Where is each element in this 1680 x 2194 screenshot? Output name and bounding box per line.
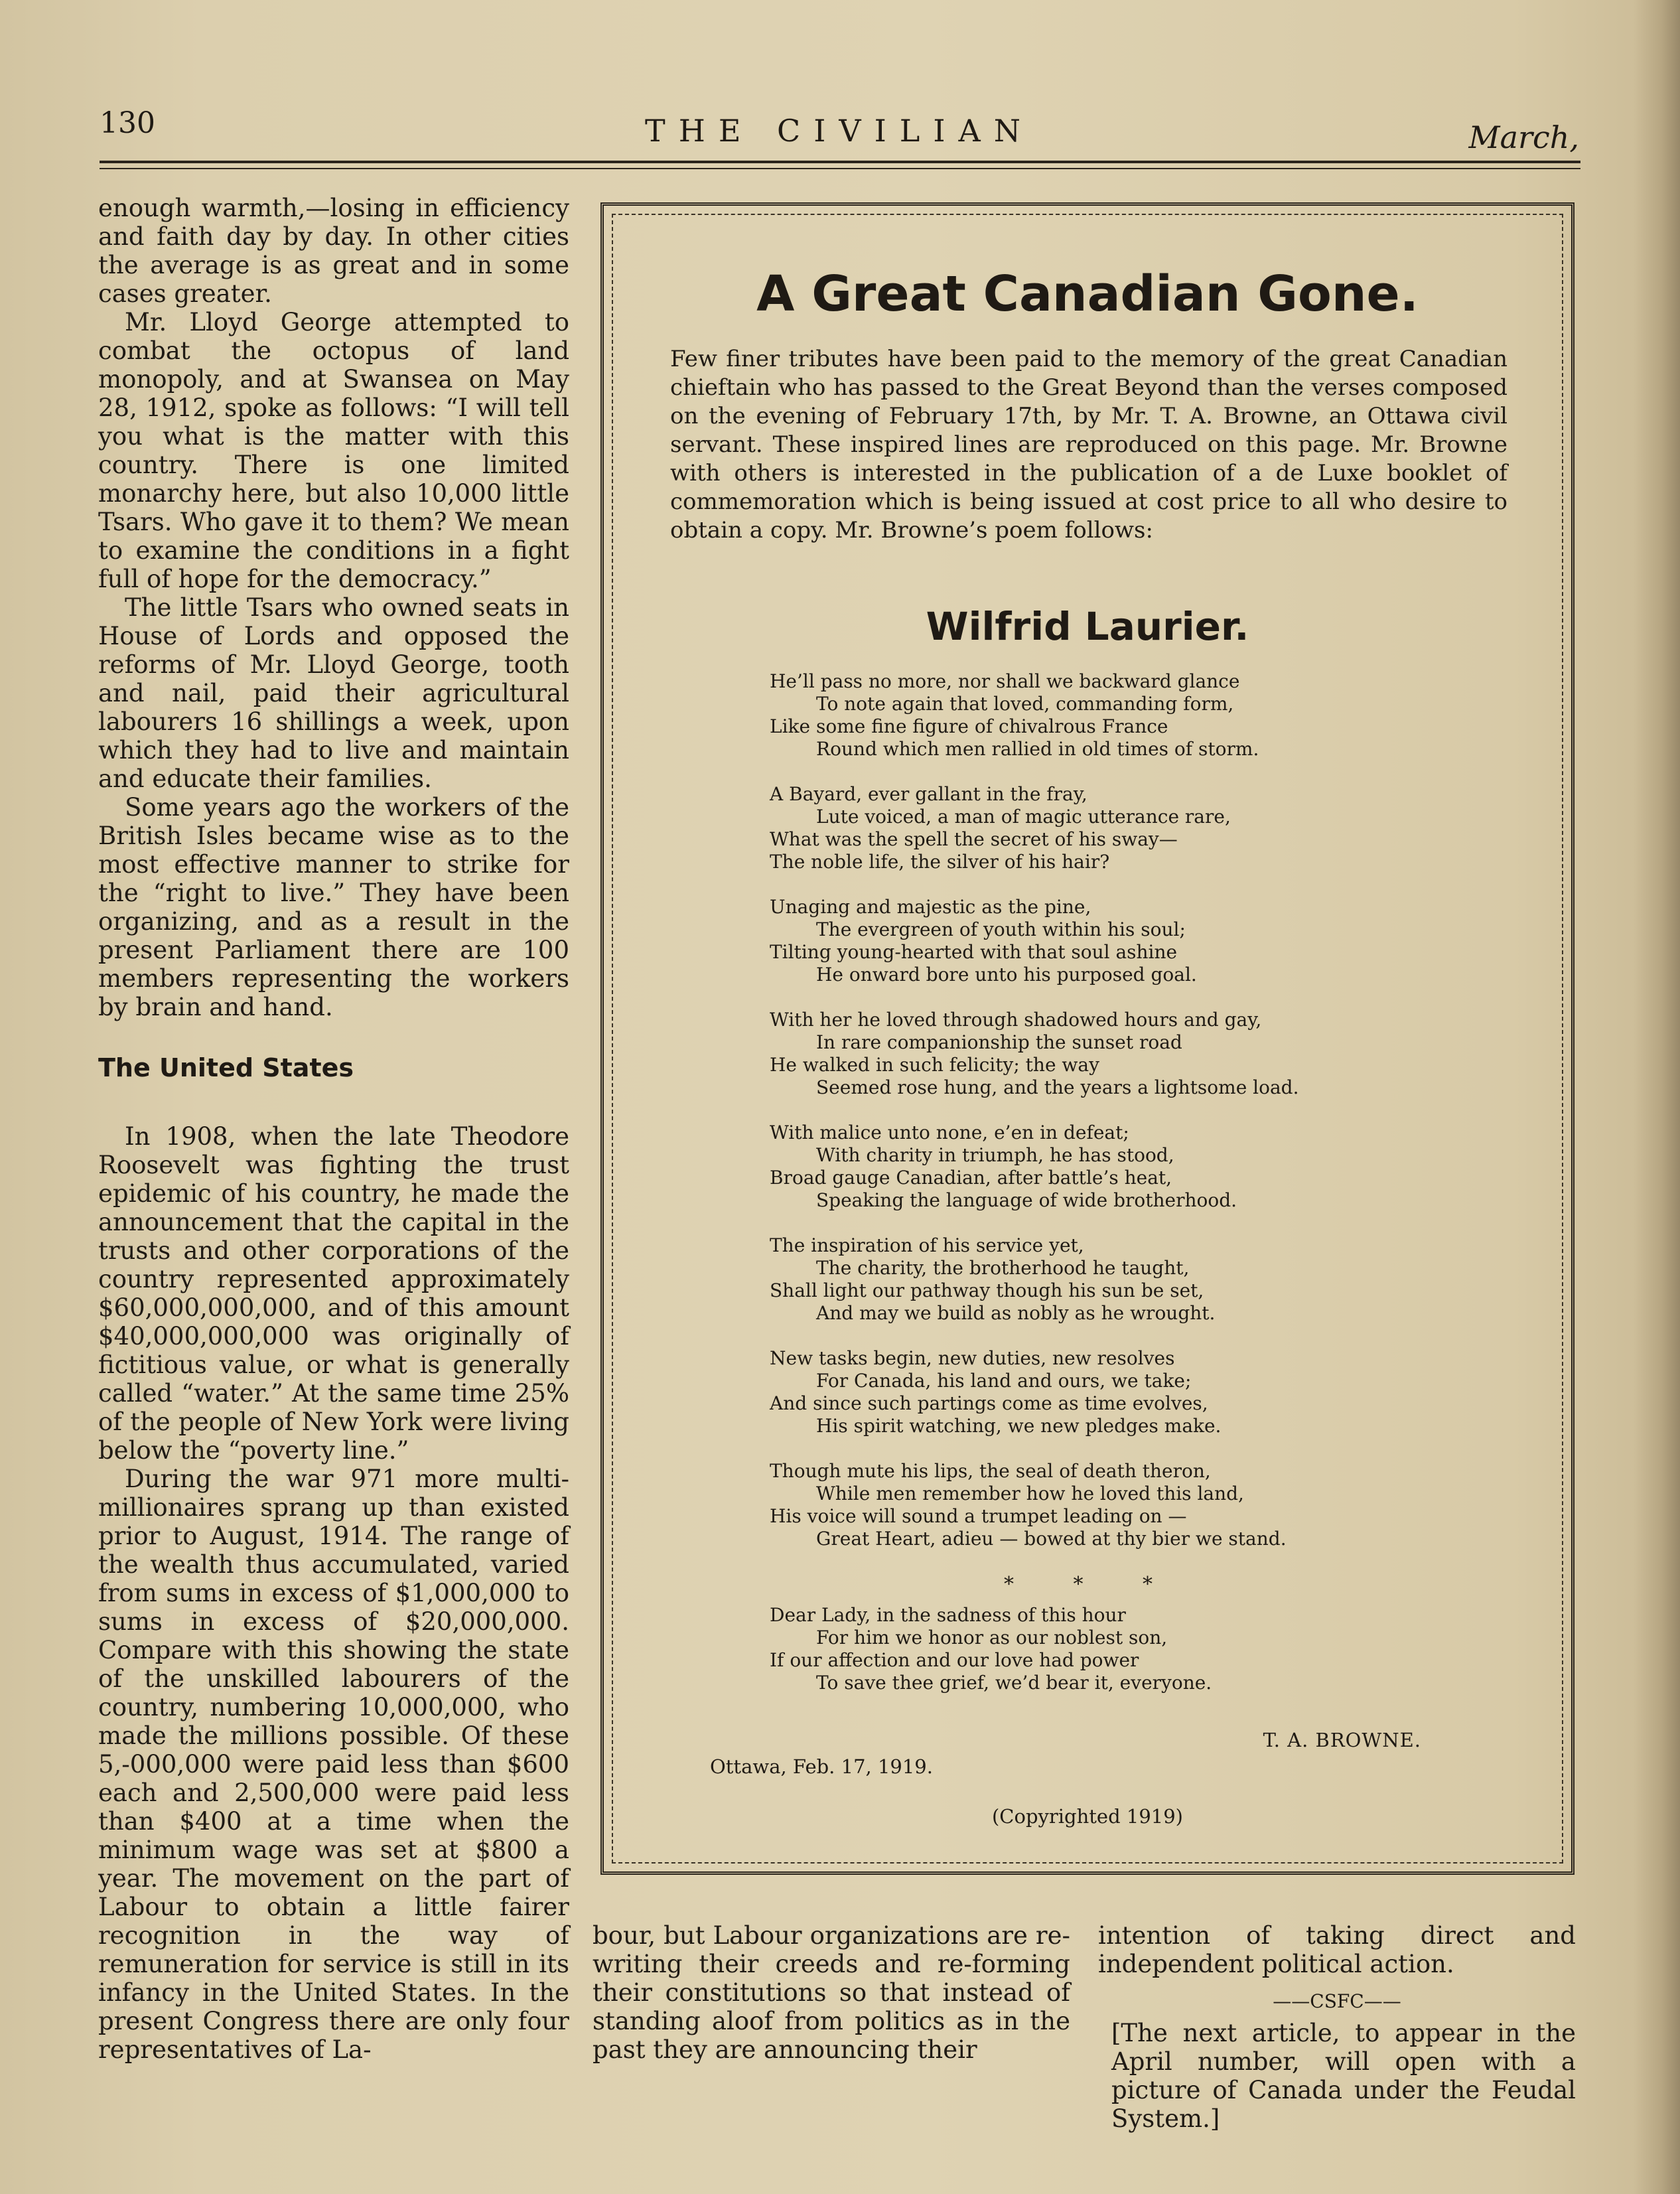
poem-line: Tilting young-hearted with that soul ashine: [770, 941, 1178, 963]
poem-line: Great Heart, adieu — bowed at thy bier we stand.: [816, 1528, 1287, 1550]
poem-line: And since such partings come as time evolves,: [770, 1392, 1208, 1414]
poem-line: The inspiration of his service yet,: [770, 1234, 1084, 1256]
paragraph: Mr. Lloyd George attempted to combat the octopus of land monopoly, and at Swansea on May 28, 1912, spoke as follows: “I will tell you what is the matter with this country. There is one limited monarchy here, but also 10,000 little Tsars. Who gave it to them? We mean to examine the conditions in a fight full of hope for the democracy.”: [98, 308, 569, 593]
poem-line: He’ll pass no more, nor shall we backward glance: [770, 670, 1240, 692]
poem-line: Shall light our pathway though his sun be set,: [770, 1280, 1204, 1301]
paragraph: In 1908, when the late Theodore Roosevelt was fighting the trust epidemic of his country, he made the announcement that the capital in the trusts and other corporations of the country represented approximately $60,000,000,000, and of this amount $40,000,000,000 was originally of fictitious value, or what is generally called “water.” At the same time 25% of the people of New York were living below the “poverty line.”: [98, 1122, 569, 1465]
poem-line: With charity in triumph, he has stood,: [816, 1144, 1174, 1166]
poem-line: He onward bore unto his purposed goal.: [816, 964, 1197, 986]
paragraph: enough warmth,—losing in efficiency and faith day by day. In other cities the average is as great and in some cases greater.: [98, 194, 569, 308]
poem-line: With malice unto none, e’en in defeat;: [770, 1122, 1129, 1143]
poem-line: Broad gauge Canadian, after battle’s heat,: [770, 1167, 1172, 1189]
feature-title: A Great Canadian Gone.: [756, 265, 1419, 323]
paragraph: bour, but Labour organizations are re-writing their creeds and re-forming their constitutions so that instead of standing aloof from politics as in the past they are announcing their: [593, 1921, 1070, 2064]
poem-line: Round which men rallied in old times of storm.: [816, 738, 1259, 760]
feature-intro: Few finer tributes have been paid to the memory of the great Canadian chieftain who has passed to the Great Beyond than the verses composed on the evening of February 17th, by Mr. T. A. Browne, an Ottawa civil servant. These inspired lines are reproduced on this page. Mr. Browne with others is interested in the publication of a de Luxe booklet of commemoration which is being issued at cost price to all who desire to obtain a copy. Mr. Browne’s poem follows:: [670, 346, 1507, 544]
editor-note: [The next article, to appear in the April number, will open with a picture of Canada under the Feudal System.]: [1111, 2019, 1576, 2133]
paragraph: Some years ago the workers of the British Isles became wise as to the most effective manner to strike for the “right to live.” They have been organizing, and as a result in the present Parliament there are 100 members representing the workers by brain and hand.: [98, 793, 569, 1021]
poem-author: T. A. BROWNE.: [1263, 1729, 1421, 1751]
paragraph: intention of taking direct and independent political action.: [1098, 1921, 1576, 1978]
poem-stanza: [770, 896, 1500, 986]
poem-line: Seemed rose hung, and the years a lightsome load.: [816, 1076, 1299, 1098]
poem-line: Lute voiced, a man of magic utterance rare,: [816, 806, 1231, 828]
page-number: 130: [100, 106, 155, 140]
poem-line: His voice will sound a trumpet leading on —: [770, 1505, 1187, 1527]
poem-line: If our affection and our love had power: [770, 1649, 1139, 1671]
poem-stanza: [770, 1009, 1500, 1099]
poem-line: Speaking the language of wide brotherhood.: [816, 1189, 1237, 1211]
middle-column: [593, 1921, 1070, 2064]
poem-stanza: [770, 670, 1500, 761]
right-column: [1098, 1921, 1576, 2133]
poem-stanza: [770, 1122, 1500, 1212]
poem-line: Though mute his lips, the seal of death theron,: [770, 1460, 1211, 1482]
paragraph: During the war 971 more multi-millionaires sprang up than existed prior to August, 1914. The range of the wealth thus accumulated, varied from sums in excess of $1,000,000 to sums in excess of $20,000,000. Compare with this showing the state of the unskilled labourers of the country, numbering 10,000,000, who made the millions possible. Of these 5,-000,000 were paid less than $600 each and 2,500,000 were paid less than $400 at a time when the minimum wage was set at $800 a year. The movement on the part of Labour to obtain a little fairer recognition in the way of remuneration for service is still in its infancy in the United States. In the present Congress there are only four representatives of La-: [98, 1465, 569, 2064]
poem-line: With her he loved through shadowed hours and gay,: [770, 1009, 1262, 1031]
feature-box: [600, 202, 1575, 1875]
poem-line: He walked in such felicity; the way: [770, 1054, 1099, 1076]
poem-stanza: [770, 1234, 1500, 1325]
signature: ——CSFC——: [1273, 1990, 1401, 2012]
header-rule-thick: [100, 161, 1580, 163]
paragraph: The little Tsars who owned seats in House of Lords and opposed the reforms of Mr. Lloyd George, tooth and nail, paid their agricultural labourers 16 shillings a week, upon which they had to live and maintain and educate their families.: [98, 593, 569, 793]
poem-line: Unaging and majestic as the pine,: [770, 896, 1091, 918]
section-heading: The United States: [98, 1053, 354, 1082]
poem-line: For him we honor as our noblest son,: [816, 1627, 1168, 1648]
copyright-notice: (Copyrighted 1919): [991, 1805, 1183, 1828]
poem-line: A Bayard, ever gallant in the fray,: [770, 783, 1087, 805]
poem-line: While men remember how he loved this land,: [816, 1483, 1244, 1504]
poem-line: Like some fine figure of chivalrous France: [770, 715, 1168, 737]
page-header: [100, 100, 1579, 159]
poem-line: To save thee grief, we’d bear it, everyone.: [816, 1672, 1212, 1694]
poem-stanza: [770, 1347, 1500, 1437]
poem-line: The charity, the brotherhood he taught,: [816, 1257, 1190, 1279]
poem-line: The noble life, the silver of his hair?: [770, 851, 1110, 873]
poem-line: To note again that loved, commanding form,: [816, 693, 1234, 715]
poem-line: Dear Lady, in the sadness of this hour: [770, 1604, 1126, 1626]
poem-line: What was the spell the secret of his sway—: [770, 828, 1178, 850]
poem-line: The evergreen of youth within his soul;: [816, 918, 1186, 940]
poem-line: His spirit watching, we new pledges make.: [816, 1415, 1222, 1437]
poem-stanza: [770, 783, 1500, 873]
masthead: THE CIVILIAN: [645, 113, 1034, 149]
left-column: [98, 194, 569, 2064]
poem-line: New tasks begin, new duties, new resolves: [770, 1347, 1175, 1369]
page-spine-shadow: [1634, 0, 1680, 2194]
poem-body: [770, 670, 1500, 1717]
poem-title: Wilfrid Laurier.: [926, 604, 1249, 649]
poem-stanza: [770, 1604, 1500, 1694]
poem-line: In rare companionship the sunset road: [816, 1031, 1182, 1053]
poem-line: And may we build as nobly as he wrought.: [816, 1302, 1216, 1324]
issue-month: March,: [1468, 119, 1579, 155]
header-rule-thin: [100, 168, 1580, 169]
poem-stanza: [770, 1460, 1500, 1550]
section-break-stars: * * *: [1003, 1573, 1180, 1596]
poem-place-date: Ottawa, Feb. 17, 1919.: [710, 1755, 933, 1778]
poem-line: For Canada, his land and ours, we take;: [816, 1370, 1192, 1392]
